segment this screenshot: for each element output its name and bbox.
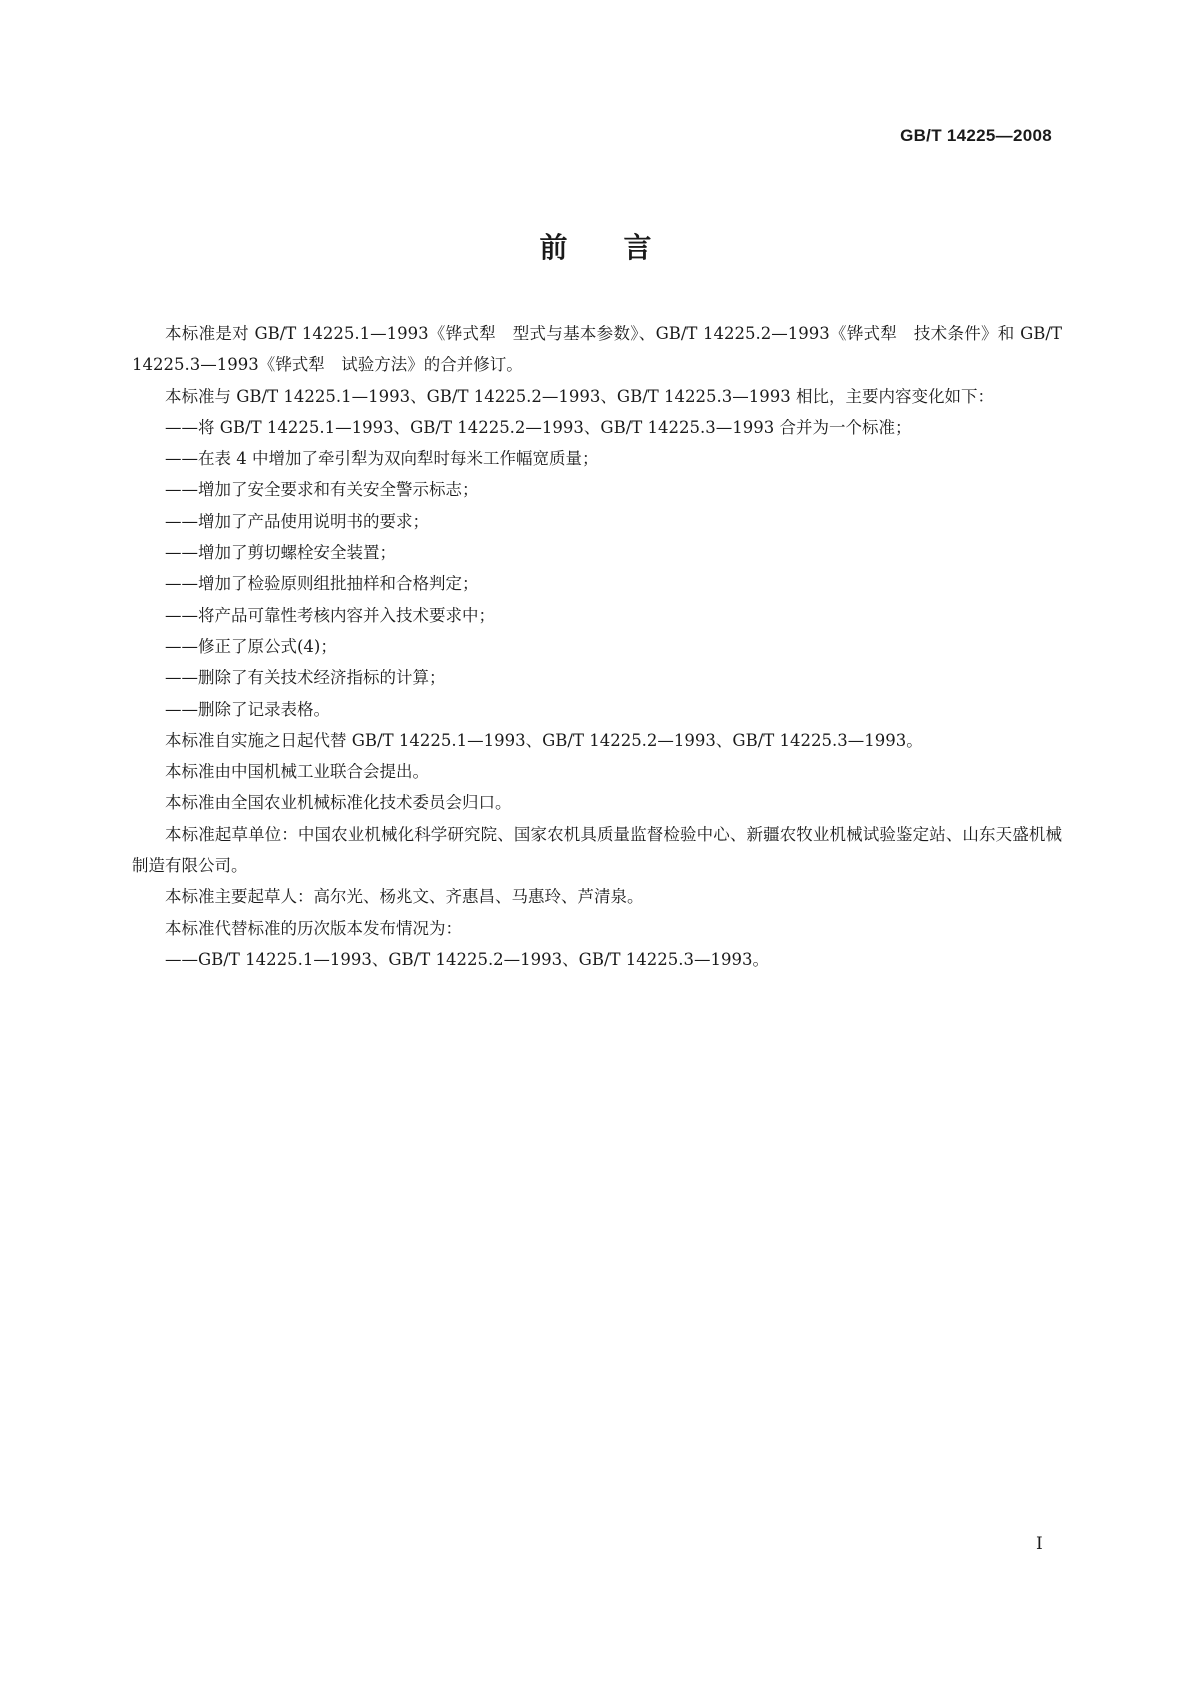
paragraph: 本标准由全国农业机械标准化技术委员会归口。 — [165, 793, 512, 813]
list-item: ——GB/T 14225.1—1993、GB/T 14225.2—1993、GB/T 14225.3—1993。 — [165, 949, 770, 969]
list-item: ——在表 4 中增加了牵引犁为双向犁时每米工作幅宽质量； — [165, 449, 599, 469]
paragraph: 本标准是对 GB/T 14225.1—1993《铧式犁 型式与基本参数》、GB/T 14225.2—1993《铧式犁 技术条件》和 GB/T 14225.3—1993《铧式犁 试验方法》的合并修订。 — [132, 324, 1062, 375]
list-item: ——将 GB/T 14225.1—1993、GB/T 14225.2—1993、GB/T 14225.3—1993 合并为一个标准； — [165, 417, 912, 437]
foreword-body — [132, 318, 1062, 975]
list-item: ——删除了记录表格。 — [165, 699, 330, 719]
list-item: ——增加了安全要求和有关安全警示标志； — [165, 480, 479, 500]
page-title: 前言 — [539, 231, 708, 264]
list-item: ——增加了剪切螺栓安全装置； — [165, 543, 396, 563]
paragraph: 本标准由中国机械工业联合会提出。 — [165, 762, 429, 782]
paragraph: 本标准自实施之日起代替 GB/T 14225.1—1993、GB/T 14225.2—1993、GB/T 14225.3—1993。 — [165, 730, 923, 750]
list-item: ——删除了有关技术经济指标的计算； — [165, 668, 446, 688]
list-item: ——增加了检验原则组批抽样和合格判定； — [165, 574, 479, 594]
paragraph: 本标准起草单位：中国农业机械化科学研究院、国家农机具质量监督检验中心、新疆农牧业机械试验鉴定站、山东天盛机械制造有限公司。 — [132, 824, 1062, 876]
list-item: ——将产品可靠性考核内容并入技术要求中； — [165, 605, 495, 625]
page-number: I — [1036, 1534, 1043, 1554]
list-item: ——增加了产品使用说明书的要求； — [165, 511, 429, 531]
paragraph: 本标准代替标准的历次版本发布情况为： — [165, 918, 462, 938]
paragraph: 本标准与 GB/T 14225.1—1993、GB/T 14225.2—1993、GB/T 14225.3—1993 相比，主要内容变化如下： — [165, 386, 995, 406]
list-item: ——修正了原公式(4)； — [165, 636, 337, 656]
standard-number: GB/T 14225—2008 — [900, 126, 1052, 145]
paragraph: 本标准主要起草人：高尔光、杨兆文、齐惠昌、马惠玲、芦清泉。 — [165, 887, 644, 907]
